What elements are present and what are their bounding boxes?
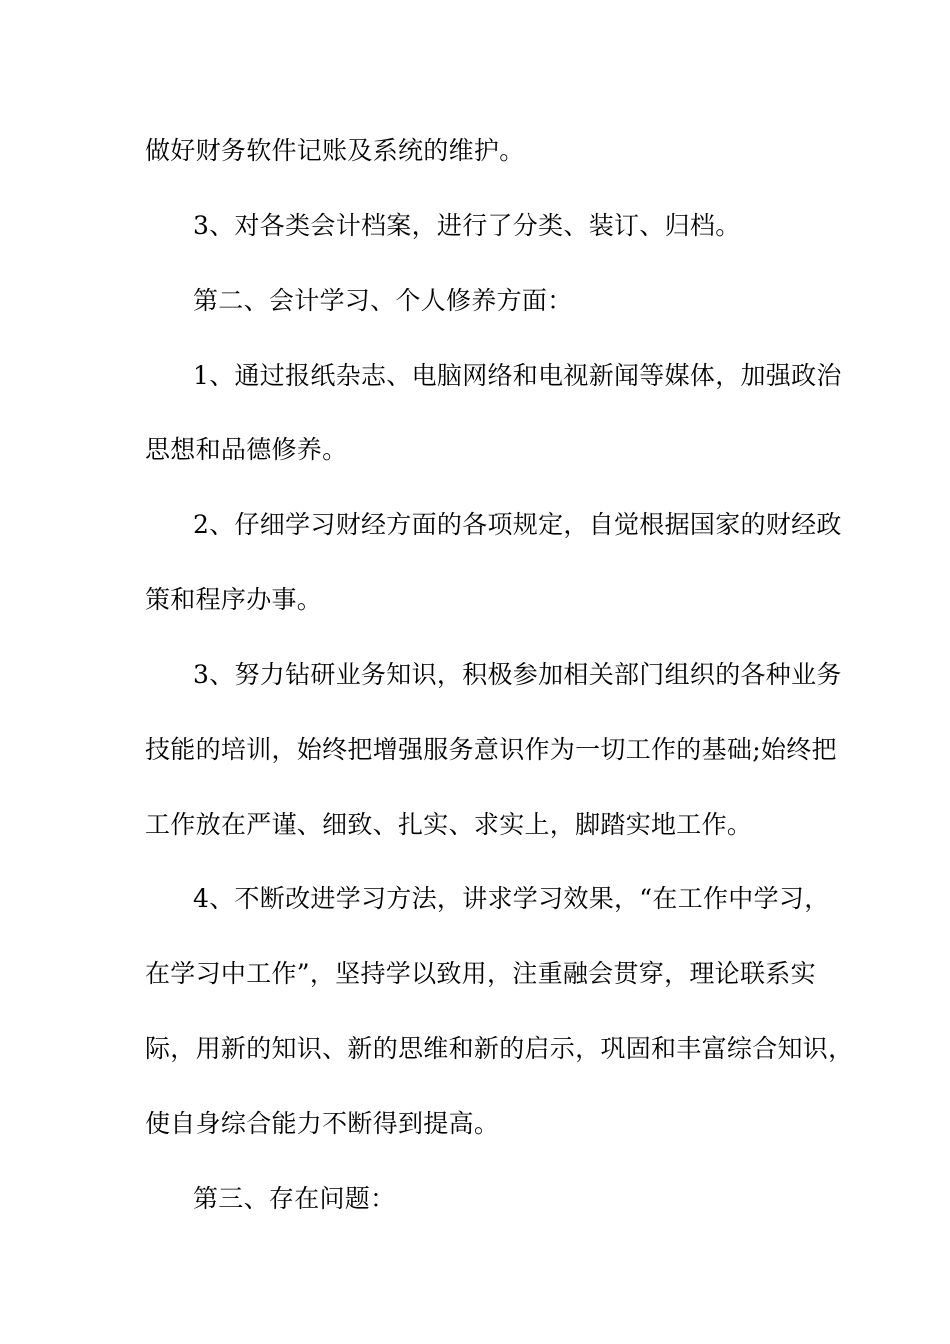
section-heading: 第三、存在问题： [193, 1184, 396, 1213]
text-line: 1、通过报纸杂志、电脑网络和电视新闻等媒体，加强政治 [193, 361, 842, 390]
text-line: 际，用新的知识、新的思维和新的启示，巩固和丰富综合知识， [145, 1034, 854, 1063]
text-line: 3、对各类会计档案，进行了分类、装订、归档。 [193, 211, 741, 240]
section-heading: 第二、会计学习、个人修养方面： [193, 286, 573, 315]
text-line: 4、不断改进学习方法，讲求学习效果，“在工作中学习， [193, 884, 830, 913]
text-line: 3、努力钻研业务知识，积极参加相关部门组织的各种业务 [193, 660, 842, 689]
text-line: 2、仔细学习财经方面的各项规定，自觉根据国家的财经政 [193, 510, 842, 539]
text-line: 策和程序办事。 [145, 585, 323, 614]
text-line: 技能的培训，始终把增强服务意识作为一切工作的基础;始终把 [145, 735, 837, 764]
text-line: 思想和品德修养。 [145, 435, 348, 464]
text-line: 做好财务软件记账及系统的维护。 [145, 136, 525, 165]
text-line: 工作放在严谨、细致、扎实、求实上，脚踏实地工作。 [145, 810, 753, 839]
text-line: 使自身综合能力不断得到提高。 [145, 1109, 500, 1138]
text-line: 在学习中工作”，坚持学以致用，注重融会贯穿，理论联系实 [145, 959, 816, 988]
